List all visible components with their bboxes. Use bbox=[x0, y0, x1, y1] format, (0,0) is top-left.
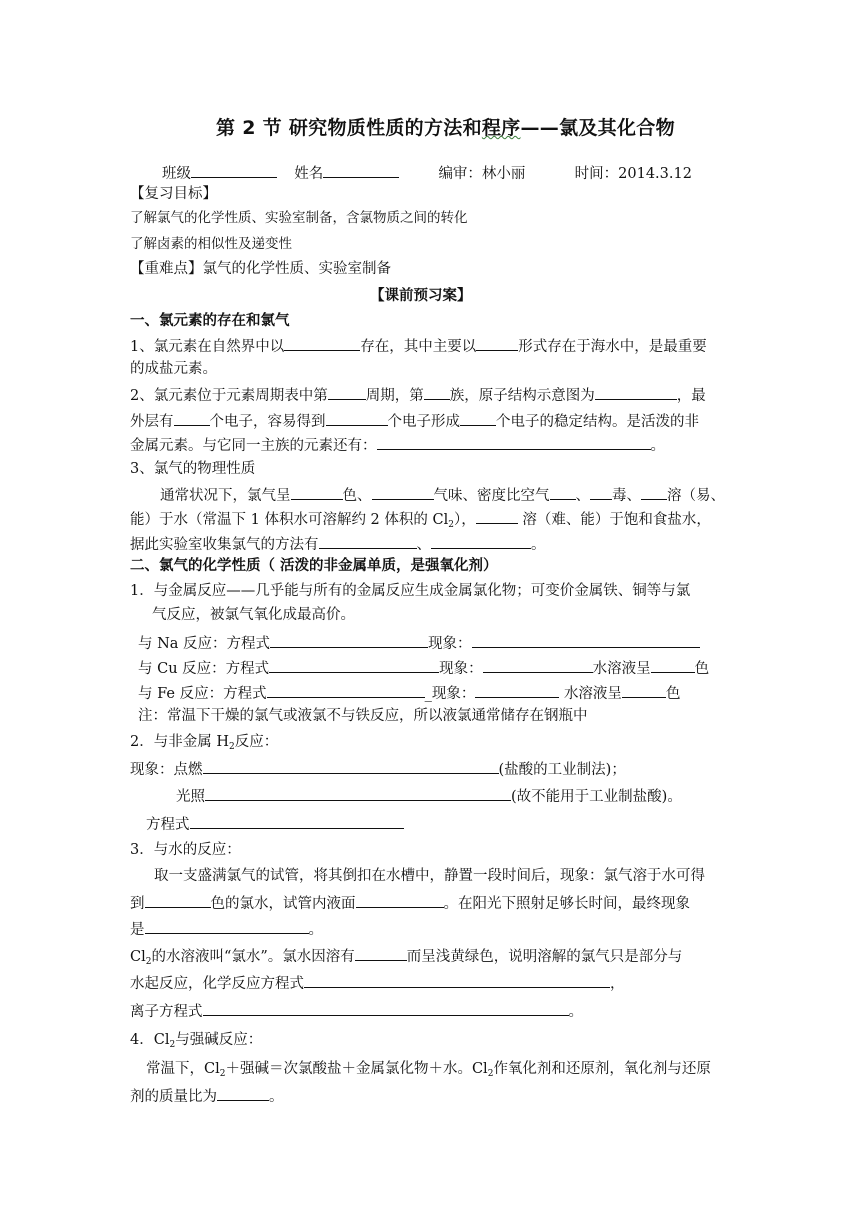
blank[interactable] bbox=[460, 410, 496, 426]
blank[interactable] bbox=[217, 1085, 269, 1101]
na-reaction-line: 与 Na 反应：方程式 现象： bbox=[138, 632, 700, 654]
chlorine-water-line-1: $Cl_2$的水溶液叫“氯水”。氯水因溶有 而呈浅黄绿色，说明溶解的氯气只是部分与 bbox=[130, 945, 682, 972]
goal-item-1: 了解氯气的化学性质、实验室制备，含氯物质之间的转化 bbox=[130, 210, 468, 226]
base-line-2: 剂的质量比为 。 bbox=[130, 1085, 284, 1107]
ionic-equation-line: 离子方程式 。 bbox=[130, 1000, 583, 1022]
blank[interactable] bbox=[145, 892, 211, 908]
chlorine-water-line-2: 水起反应，化学反应方程式 ， bbox=[130, 972, 625, 994]
name-label: 姓名 bbox=[294, 166, 324, 182]
color-blank[interactable] bbox=[622, 682, 666, 698]
title-part-c: ——氯及其化合物 bbox=[520, 117, 675, 139]
title-part-b: 程序 bbox=[481, 117, 521, 139]
fe-reaction-line: 与 Fe 反应：方程式 _现象： 水溶液呈 色 bbox=[138, 682, 680, 704]
ignite-line: 现象：点燃 (盐酸的工业制法)； bbox=[130, 758, 626, 780]
phenomenon-blank[interactable] bbox=[475, 682, 559, 698]
editor-text: 编审：林小丽 bbox=[438, 166, 526, 182]
title-part-a: 第 2 节 研究物质性质的方法和 bbox=[216, 117, 482, 139]
key-point: 【重难点】氯气的化学性质、实验室制备 bbox=[130, 261, 391, 277]
r1-line-1: 1．与金属反应——几乎能与所有的金属反应生成金属氯化物；可变价金属铁、铜等与氯 bbox=[130, 583, 691, 599]
section-2-heading: 二、氯气的化学性质（ 活泼的非金属单质，是强氧化剂） bbox=[130, 558, 498, 574]
base-line-1: 常温下，$Cl_2+$强碱＝次氯酸盐＋金属氯化物＋水。$Cl_2$作氧化剂和还原剂，氧化剂与还原 bbox=[146, 1061, 711, 1079]
blank[interactable] bbox=[145, 918, 309, 934]
blank[interactable] bbox=[590, 484, 612, 500]
equation-blank[interactable] bbox=[270, 632, 428, 648]
r1-line-2: 气反应，被氯气氧化成最高价。 bbox=[152, 607, 355, 623]
blank[interactable] bbox=[377, 434, 651, 450]
equation-blank[interactable] bbox=[269, 657, 439, 673]
preview-heading: 【课前预习案】 bbox=[370, 288, 472, 304]
blank[interactable] bbox=[284, 335, 360, 351]
h2-equation-line: 方程式 bbox=[146, 813, 404, 835]
physical-line-2: 能）于水（常温下 1 体积水可溶解约 2 体积的 $Cl_2$）， 溶（难、能）于饱和食盐水， bbox=[130, 508, 711, 535]
info-line bbox=[162, 162, 692, 184]
goals-heading: 【复习目标】 bbox=[130, 186, 217, 202]
blank[interactable] bbox=[319, 533, 417, 549]
blank[interactable] bbox=[476, 508, 518, 524]
light-line: 光照 (故不能用于工业制盐酸)。 bbox=[176, 785, 682, 807]
water-line-3: 是 。 bbox=[130, 918, 323, 940]
section-1-heading: 一、氯元素的存在和氯气 bbox=[130, 313, 290, 329]
q2-line-3: 金属元素。与它同一主族的元素还有： 。 bbox=[130, 434, 665, 456]
blank[interactable] bbox=[550, 484, 576, 500]
q2-line-2: 外层有 个电子，容易得到 个电子形成 个电子的稳定结构。是活泼的非 bbox=[130, 410, 699, 432]
blank[interactable] bbox=[291, 484, 343, 500]
blank[interactable] bbox=[424, 384, 450, 400]
q3-heading: 3、氯气的物理性质 bbox=[130, 461, 256, 477]
water-line-1: 取一支盛满氯气的试管，将其倒扣在水槽中，静置一段时间后，现象：氯气溶于水可得 bbox=[154, 868, 705, 884]
physical-line-3: 据此实验室收集氯气的方法有 、 。 bbox=[130, 533, 546, 555]
r2-heading: 2．与非金属 $H_2$反应： bbox=[130, 734, 279, 752]
q1-line-2: 的成盐元素。 bbox=[130, 361, 217, 377]
r3-heading: 3．与水的反应： bbox=[130, 842, 241, 858]
phenomenon-blank[interactable] bbox=[483, 657, 593, 673]
class-label: 班级 bbox=[162, 166, 191, 182]
physical-line-1: 通常状况下，氯气呈 色、 气味、密度比空气 、 毒、 溶（易、 bbox=[160, 484, 725, 506]
goal-item-2: 了解卤素的相似性及递变性 bbox=[130, 236, 292, 252]
blank[interactable] bbox=[476, 335, 518, 351]
r4-heading: 4．$Cl_2$与强碱反应： bbox=[130, 1032, 263, 1050]
blank[interactable] bbox=[205, 785, 511, 801]
blank[interactable] bbox=[372, 484, 434, 500]
blank[interactable] bbox=[190, 813, 404, 829]
time-text: 时间：2014.3.12 bbox=[574, 166, 692, 182]
blank[interactable] bbox=[203, 758, 499, 774]
cu-reaction-line: 与 Cu 反应：方程式 现象： 水溶液呈 色 bbox=[138, 657, 709, 679]
name-blank[interactable] bbox=[323, 162, 399, 178]
water-line-2: 到 色的氯水，试管内液面 。在阳光下照射足够长时间，最终现象 bbox=[130, 892, 690, 914]
blank[interactable] bbox=[355, 945, 407, 961]
blank[interactable] bbox=[203, 1000, 569, 1016]
equation-blank[interactable] bbox=[267, 682, 425, 698]
phenomenon-blank[interactable] bbox=[472, 632, 700, 648]
blank[interactable] bbox=[304, 972, 610, 988]
blank[interactable] bbox=[641, 484, 667, 500]
q1-line-1: 1、氯元素在自然界中以 存在，其中主要以 形式存在于海水中，是最重要 bbox=[130, 335, 707, 357]
page-title bbox=[216, 118, 675, 138]
blank[interactable] bbox=[595, 384, 677, 400]
class-blank[interactable] bbox=[191, 162, 277, 178]
blank[interactable] bbox=[174, 410, 210, 426]
blank[interactable] bbox=[326, 410, 388, 426]
color-blank[interactable] bbox=[651, 657, 695, 673]
blank[interactable] bbox=[328, 384, 366, 400]
q2-line-1: 2、氯元素位于元素周期表中第 周期，第 族，原子结构示意图为 ，最 bbox=[130, 384, 706, 406]
blank[interactable] bbox=[431, 533, 531, 549]
note-line: 注：常温下干燥的氯气或液氯不与铁反应，所以液氯通常储存在钢瓶中 bbox=[138, 708, 588, 724]
blank[interactable] bbox=[356, 892, 444, 908]
